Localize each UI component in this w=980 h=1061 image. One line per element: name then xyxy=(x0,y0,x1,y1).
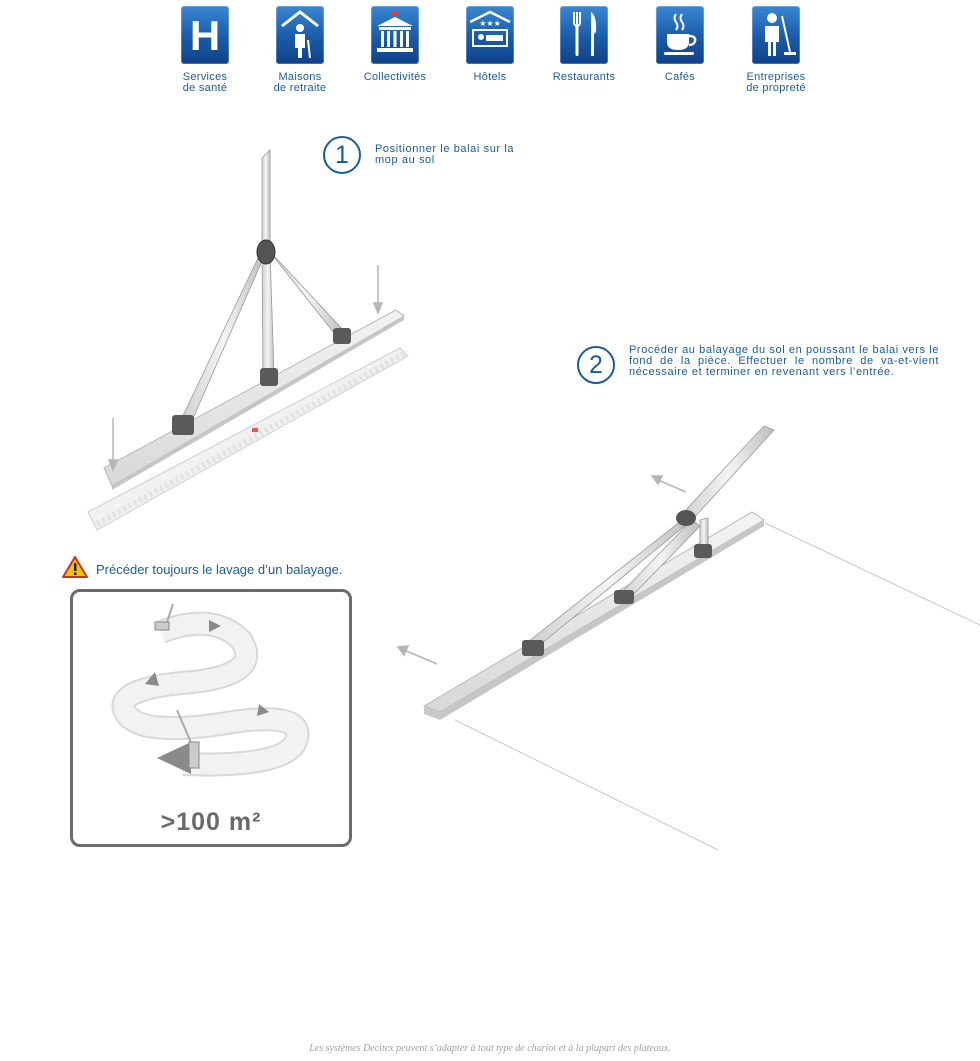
step-2-number: 2 xyxy=(577,346,615,384)
step-2-instruction: Procéder au balayage du sol en poussant le balai vers le fond de la pièce. Effectuer le nombre de va-et-vient nécessaire et terminer en revenant vers l’entrée. xyxy=(629,344,940,378)
sector-label: Services de santé xyxy=(182,71,228,94)
sector-label: Maisons de retraite xyxy=(273,71,327,94)
sector-label: Hôtels xyxy=(473,71,507,83)
svg-text:★★★: ★★★ xyxy=(479,19,501,28)
warning-triangle-icon xyxy=(62,556,88,578)
footer-note: Les systèmes Decitex peuvent s’adapter à tout type de chariot et à la plupart des plateaux. xyxy=(309,1043,671,1054)
mop-tag xyxy=(252,428,258,432)
frame-plate xyxy=(104,310,404,490)
step-1-instruction: Positionner le balai sur la mop au sol xyxy=(375,143,515,166)
mop-pad xyxy=(88,348,408,530)
sector-label: Entreprises de propreté xyxy=(746,71,806,94)
sector-label: Restaurants xyxy=(552,71,616,83)
warning-text: Précéder toujours le lavage d’un balayage. xyxy=(96,562,343,577)
step-1-number: 1 xyxy=(323,136,361,174)
sweep-pattern-box xyxy=(70,589,352,847)
sector-label: Collectivités xyxy=(363,71,427,83)
floor-lines xyxy=(455,523,980,850)
svg-text:H: H xyxy=(189,12,221,59)
frame-plate-step2 xyxy=(424,512,764,720)
area-label: >100 m² xyxy=(160,808,262,836)
s-path-diagram xyxy=(73,592,349,802)
sector-label: Cafés xyxy=(664,71,696,83)
